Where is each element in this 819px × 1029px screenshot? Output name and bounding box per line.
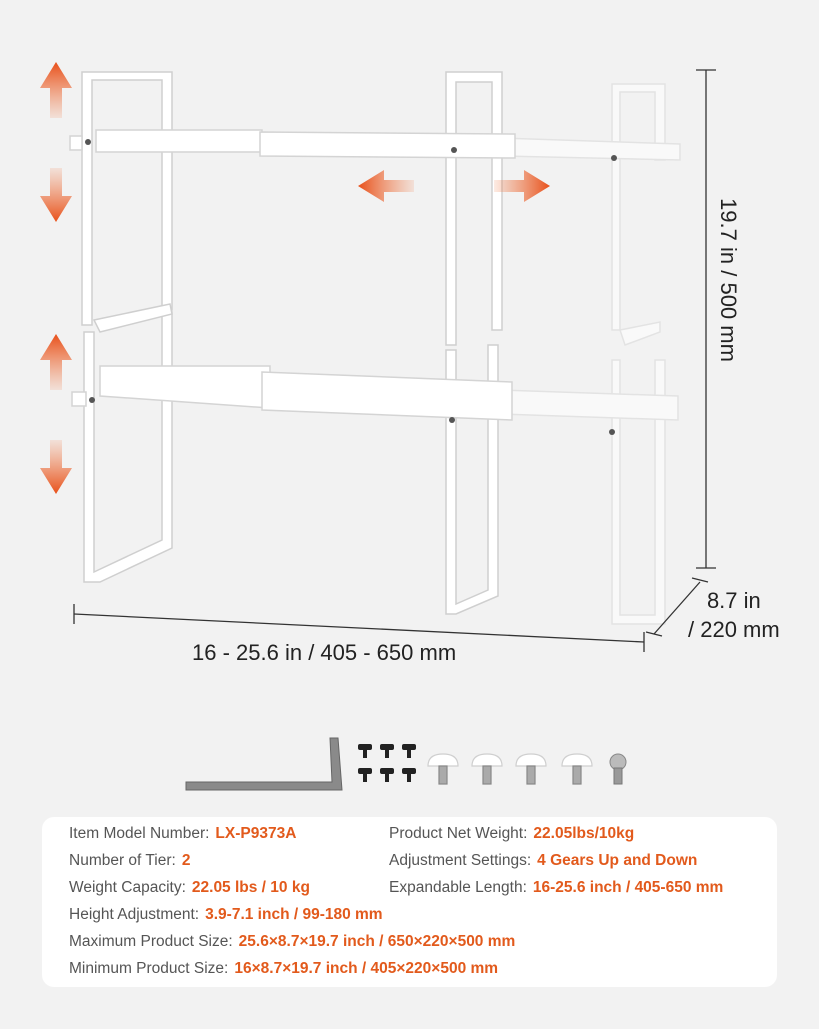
depth-value-in: 8.7 in [706,588,761,613]
spec-model-number: Item Model Number: LX-P9373A [69,825,297,842]
spec-tiers: Number of Tier: 2 [69,852,191,869]
depth-value-mm: / 220 mm [688,616,780,642]
arrow-down-icon [40,440,72,494]
height-dimension-label: 19.7 in / 500 mm [716,198,741,362]
width-dimension-label: 16 - 25.6 in / 405 - 650 mm [192,640,457,665]
height-adjust-arrows [40,62,72,494]
bolt-icon [610,754,626,784]
top-shelf [70,130,515,158]
spec-adjustment-settings: Adjustment Settings: 4 Gears Up and Down [389,852,698,869]
spec-max-size: Maximum Product Size: 25.6×8.7×19.7 inch / 650×220×500 mm [69,933,516,950]
arrow-up-icon [40,62,72,118]
arrow-left-icon [358,170,414,202]
spec-height-adjustment: Height Adjustment: 3.9-7.1 inch / 99-180 mm [69,906,383,923]
extended-section-ghost [500,84,680,624]
accessories [186,738,626,790]
arrow-down-icon [40,168,72,222]
foot-pad-icon [428,754,592,784]
spec-min-size: Minimum Product Size: 16×8.7×19.7 inch / 405×220×500 mm [69,960,499,977]
specifications-panel [42,817,777,987]
arrow-up-icon [40,334,72,390]
spec-net-weight: Product Net Weight: 22.05lbs/10kg [389,825,635,842]
spec-expandable-length: Expandable Length: 16-25.6 inch / 405-650 mm [389,879,724,896]
allen-key-icon [186,738,342,790]
screw-icon [358,744,416,782]
depth-dimension-label [688,587,780,644]
spec-weight-capacity: Weight Capacity: 22.05 lbs / 10 kg [69,879,310,896]
